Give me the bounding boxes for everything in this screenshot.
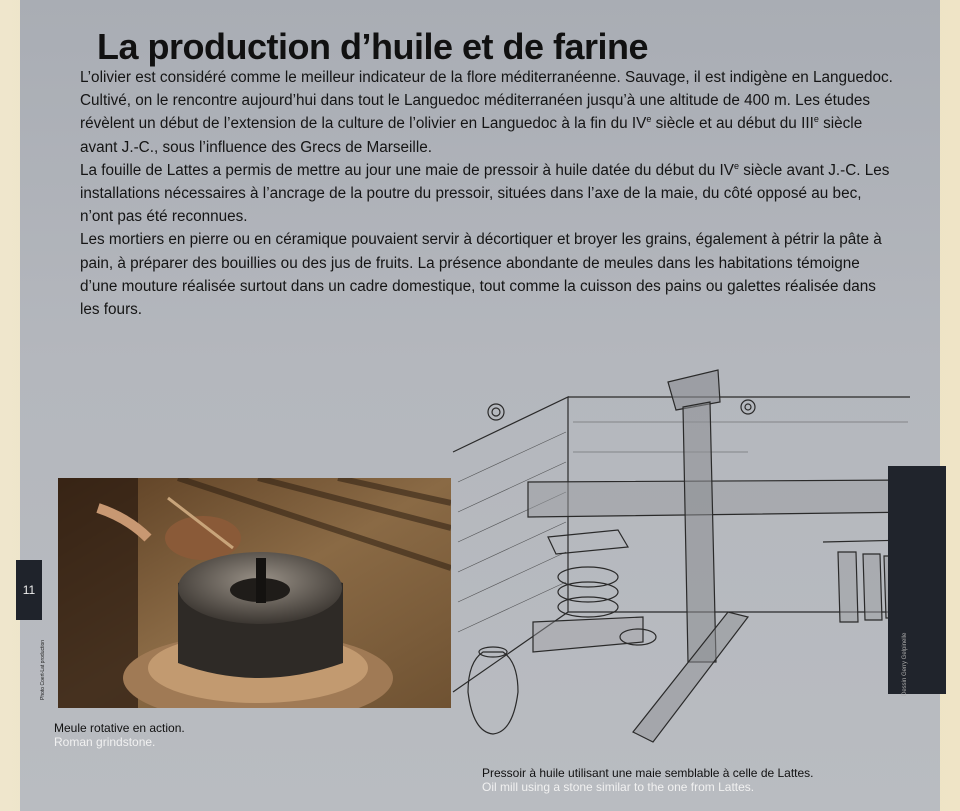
photo-caption-en: Roman grindstone. — [54, 735, 156, 749]
sketch-caption-fr: Pressoir à huile utilisant une maie semblable à celle de Lattes. — [482, 766, 814, 780]
paragraph-press: La fouille de Lattes a permis de mettre au jour une maie de pressoir à huile datée du début du IVe siècle avant J.-C. Les installations nécessaires à l’ancrage de la poutre du pressoir, situées dans l’axe de la maie, du côté opposé au bec, n’ont pas été reconnues. — [80, 160, 890, 226]
paragraph-olive: L’olivier est considéré comme le meilleur indicateur de la flore méditerranéenne. Sauvage, il est indigène en Languedoc. Cultivé, on le rencontre aujourd’hui dans tout le Languedoc méditerranéen jusqu’à une altitude de 400 m. Les études révèlent un début de l’extension de la culture de l’olivier en Languedoc à la fin du IVe siècle et au début du IIIe siècle avant J.-C., sous l’influence des Grecs de Marseille. — [80, 69, 893, 156]
credit-sidebar — [888, 466, 946, 694]
panel-title: La production d’huile et de farine — [97, 26, 649, 67]
photo-caption — [54, 721, 185, 749]
photo-credit: Photo Coert-Lat production — [40, 639, 46, 700]
sketch-credit: Dessin Gerry Gelpinelle — [902, 632, 908, 696]
sketch-caption — [482, 766, 814, 794]
photo-caption-fr: Meule rotative en action. — [54, 721, 185, 735]
paragraph-mortars: Les mortiers en pierre ou en céramique pouvaient servir à décortiquer et broyer les grains, également à pétrir la pâte à pain, à préparer des bouillies ou des jus de fruits. La présence abondante de meules dans les habitations témoigne d’une mouture réalisée surtout dans un cadre domestique, tout comme la cuisson des pains ou galettes réalisée dans les fours. — [80, 231, 882, 319]
sketch-caption-en: Oil mill using a stone similar to the one from Lattes. — [482, 780, 755, 794]
body-text — [80, 66, 895, 321]
page-number-tab: 11 — [16, 560, 42, 620]
oil-press-sketch — [448, 362, 910, 754]
grindstone-photo — [58, 478, 451, 708]
